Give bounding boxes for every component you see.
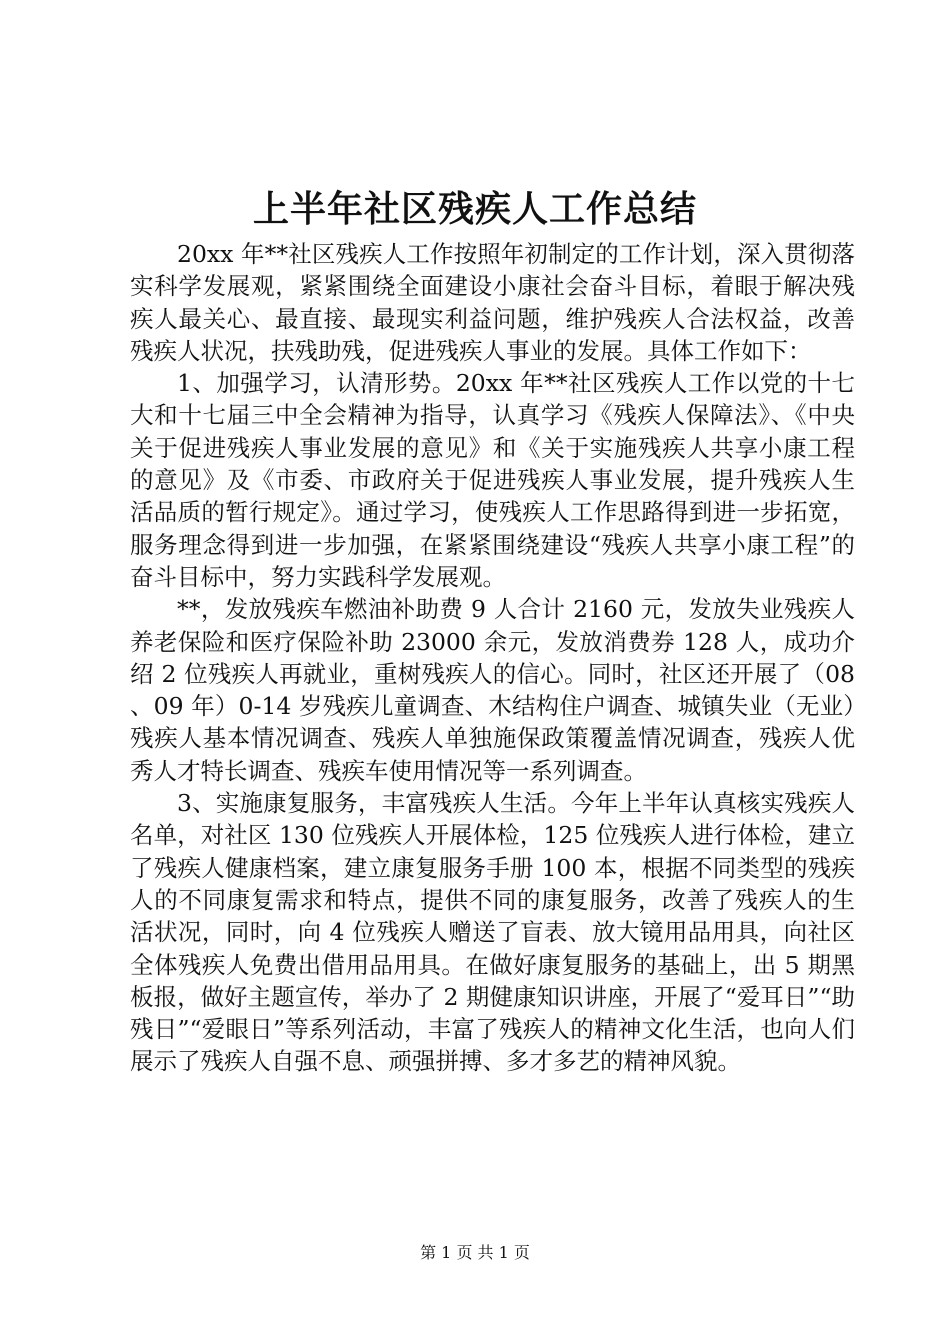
page-number-footer: 第 1 页 共 1 页 bbox=[420, 1243, 530, 1262]
document-title: 上半年社区残疾人工作总结 bbox=[252, 188, 697, 230]
paragraph-subsidy: **，发放残疾车燃油补助费 9 人合计 2160 元，发放失业残疾人养老保险和医疗保险补助 23000 余元，发放消费券 128 人，成功介绍 2 位残疾人再就业，重树残疾人的信心。同时，社区还开展了（08、09 年）0-14 岁残疾儿童调查、木结构住户调查、城镇失业（无业）残疾人基本情况调查、残疾人单独施保政策覆盖情况调查，残疾人优秀人才特长调查、残疾车使用情况等一系列调查。 bbox=[130, 595, 855, 785]
document-body bbox=[130, 238, 855, 1078]
paragraph-intro: 20xx 年**社区残疾人工作按照年初制定的工作计划，深入贯彻落实科学发展观，紧紧围绕全面建设小康社会奋斗目标，着眼于解决残疾人最关心、最直接、最现实利益问题，维护残疾人合法权益，改善残疾人状况，扶残助残，促进残疾人事业的发展。具体工作如下： bbox=[130, 240, 855, 365]
paragraph-rehabilitation: 3、实施康复服务，丰富残疾人生活。今年上半年认真核实残疾人名单，对社区 130 位残疾人开展体检，125 位残疾人进行体检，建立了残疾人健康档案，建立康复服务手册 100 本，根据不同类型的残疾人的不同康复需求和特点，提供不同的康复服务，改善了残疾人的生活状况，同时，向 4 位残疾人赠送了盲表、放大镜用品用具，向社区全体残疾人免费出借用品用具。在做好康复服务的基础上，出 5 期黑板报，做好主题宣传，举办了 2 期健康知识讲座，开展了“爱耳日”“助残日”“爱眼日”等系列活动，丰富了残疾人的精神文化生活，也向人们展示了残疾人自强不息、顽强拼搏、多才多艺的精神风貌。 bbox=[130, 789, 855, 1076]
paragraph-study: 1、加强学习，认清形势。20xx 年**社区残疾人工作以党的十七大和十七届三中全会精神为指导，认真学习《残疾人保障法》、《中央关于促进残疾人事业发展的意见》和《关于实施残疾人共享小康工程的意见》及《市委、市政府关于促进残疾人事业发展，提升残疾人生活品质的暂行规定》。通过学习，使残疾人工作思路得到进一步拓宽，服务理念得到进一步加强，在紧紧围绕建设“残疾人共享小康工程”的奋斗目标中，努力实践科学发展观。 bbox=[130, 369, 855, 591]
